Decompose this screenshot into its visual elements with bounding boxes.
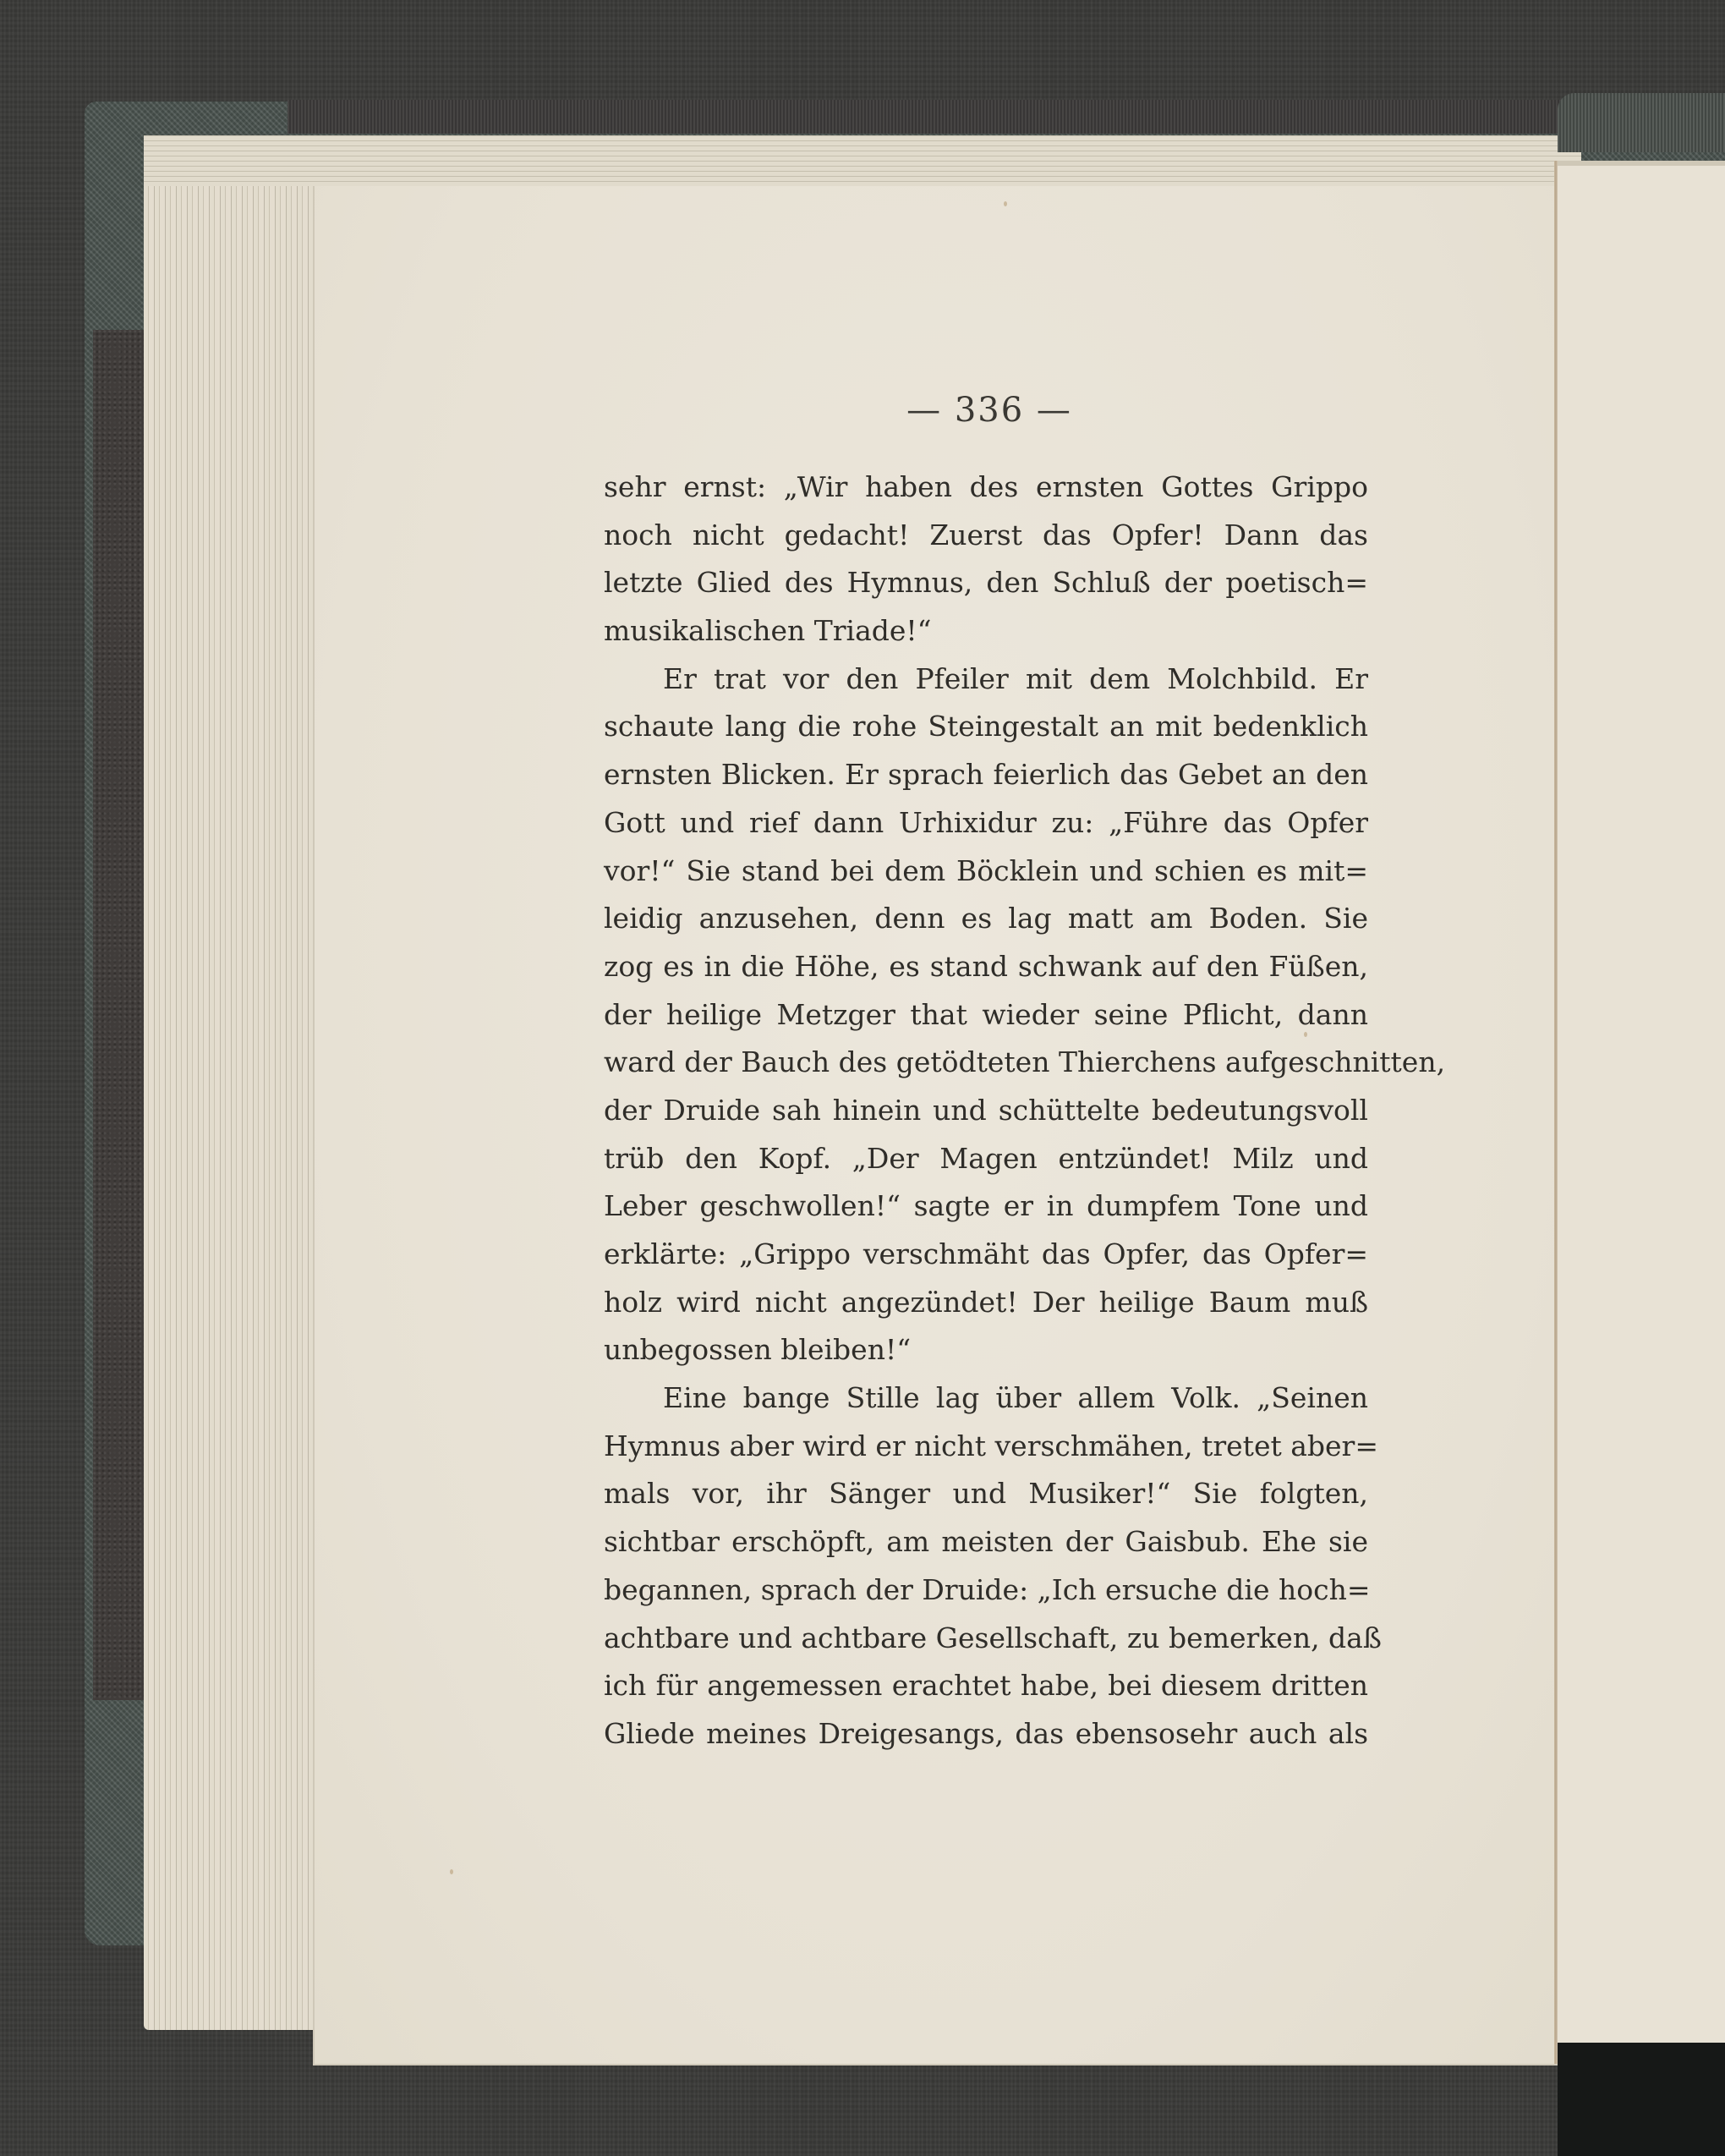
text-line: erklärte: „Grippo verschmäht das Opfer, das Opfer=	[604, 1237, 1368, 1270]
text-line: mals vor, ihr Sänger und Musiker!“ Sie folgten,	[604, 1477, 1368, 1511]
text-line: musikalischen Triade!“	[604, 614, 932, 648]
page-number: — 336 —	[906, 391, 1072, 430]
text-line: achtbare und achtbare Gesellschaft, zu bemerken, daß	[604, 1621, 1382, 1654]
text-line: leidig anzusehen, denn es lag matt am Boden. Sie	[604, 902, 1368, 935]
book-cover-top-edge	[288, 100, 1607, 134]
body-text	[604, 464, 1446, 1758]
book-spine-marbled-edge	[93, 330, 144, 1700]
paragraph-start-line: Eine bange Stille lag über allem Volk. „Seinen	[663, 1381, 1368, 1415]
text-line: ernsten Blicken. Er sprach feierlich das Gebet an den	[604, 758, 1368, 792]
text-line: begannen, sprach der Druide: „Ich ersuche die hoch=	[604, 1572, 1371, 1606]
text-line: Leber geschwollen!“ sagte er in dumpfem Tone und	[604, 1189, 1368, 1223]
paper-spot	[1004, 201, 1007, 206]
paper-spot	[450, 1869, 453, 1874]
text-line: unbegossen bleiben!“	[604, 1333, 912, 1367]
text-line: Gliede meines Dreigesangs, das ebensosehr auch als	[604, 1716, 1368, 1750]
text-line: Hymnus aber wird er nicht verschmähen, tretet aber=	[604, 1429, 1378, 1462]
right-page-edge	[1558, 161, 1725, 2048]
text-line: trüb den Kopf. „Der Magen entzündet! Milz und	[604, 1141, 1368, 1175]
text-line: zog es in die Höhe, es stand schwank auf den Füßen,	[604, 949, 1368, 983]
shadow-bottom-right	[1558, 2043, 1725, 2156]
text-line: sehr ernst: „Wir haben des ernsten Gottes Grippo	[604, 470, 1368, 503]
text-line: Gott und rief dann Urhixidur zu: „Führe das Opfer	[604, 805, 1368, 839]
text-line: schaute lang die rohe Steingestalt an mit bedenklich	[604, 710, 1368, 743]
text-line: letzte Glied des Hymnus, den Schluß der poetisch=	[604, 566, 1368, 600]
right-cover-top	[1558, 93, 1725, 152]
text-line: noch nicht gedacht! Zuerst das Opfer! Dann das	[604, 518, 1368, 551]
page-stack-top-edges	[144, 135, 1581, 186]
text-line: der Druide sah hinein und schüttelte bedeutungsvoll	[604, 1093, 1368, 1127]
text-line: ich für angemessen erachtet habe, bei diesem dritten	[604, 1669, 1368, 1703]
text-line: vor!“ Sie stand bei dem Böcklein und schien es mit=	[604, 853, 1368, 887]
text-line: holz wird nicht angezündet! Der heilige Baum muß	[604, 1285, 1368, 1319]
paragraph-start-line: Er trat vor den Pfeiler mit dem Molchbild. Er	[663, 661, 1368, 695]
text-line: ward der Bauch des getödteten Thierchens aufgeschnitten,	[604, 1045, 1446, 1079]
text-line: sichtbar erschöpft, am meisten der Gaisbub. Ehe sie	[604, 1525, 1368, 1559]
text-line: der heilige Metzger that wieder seine Pflicht, dann	[604, 997, 1368, 1031]
